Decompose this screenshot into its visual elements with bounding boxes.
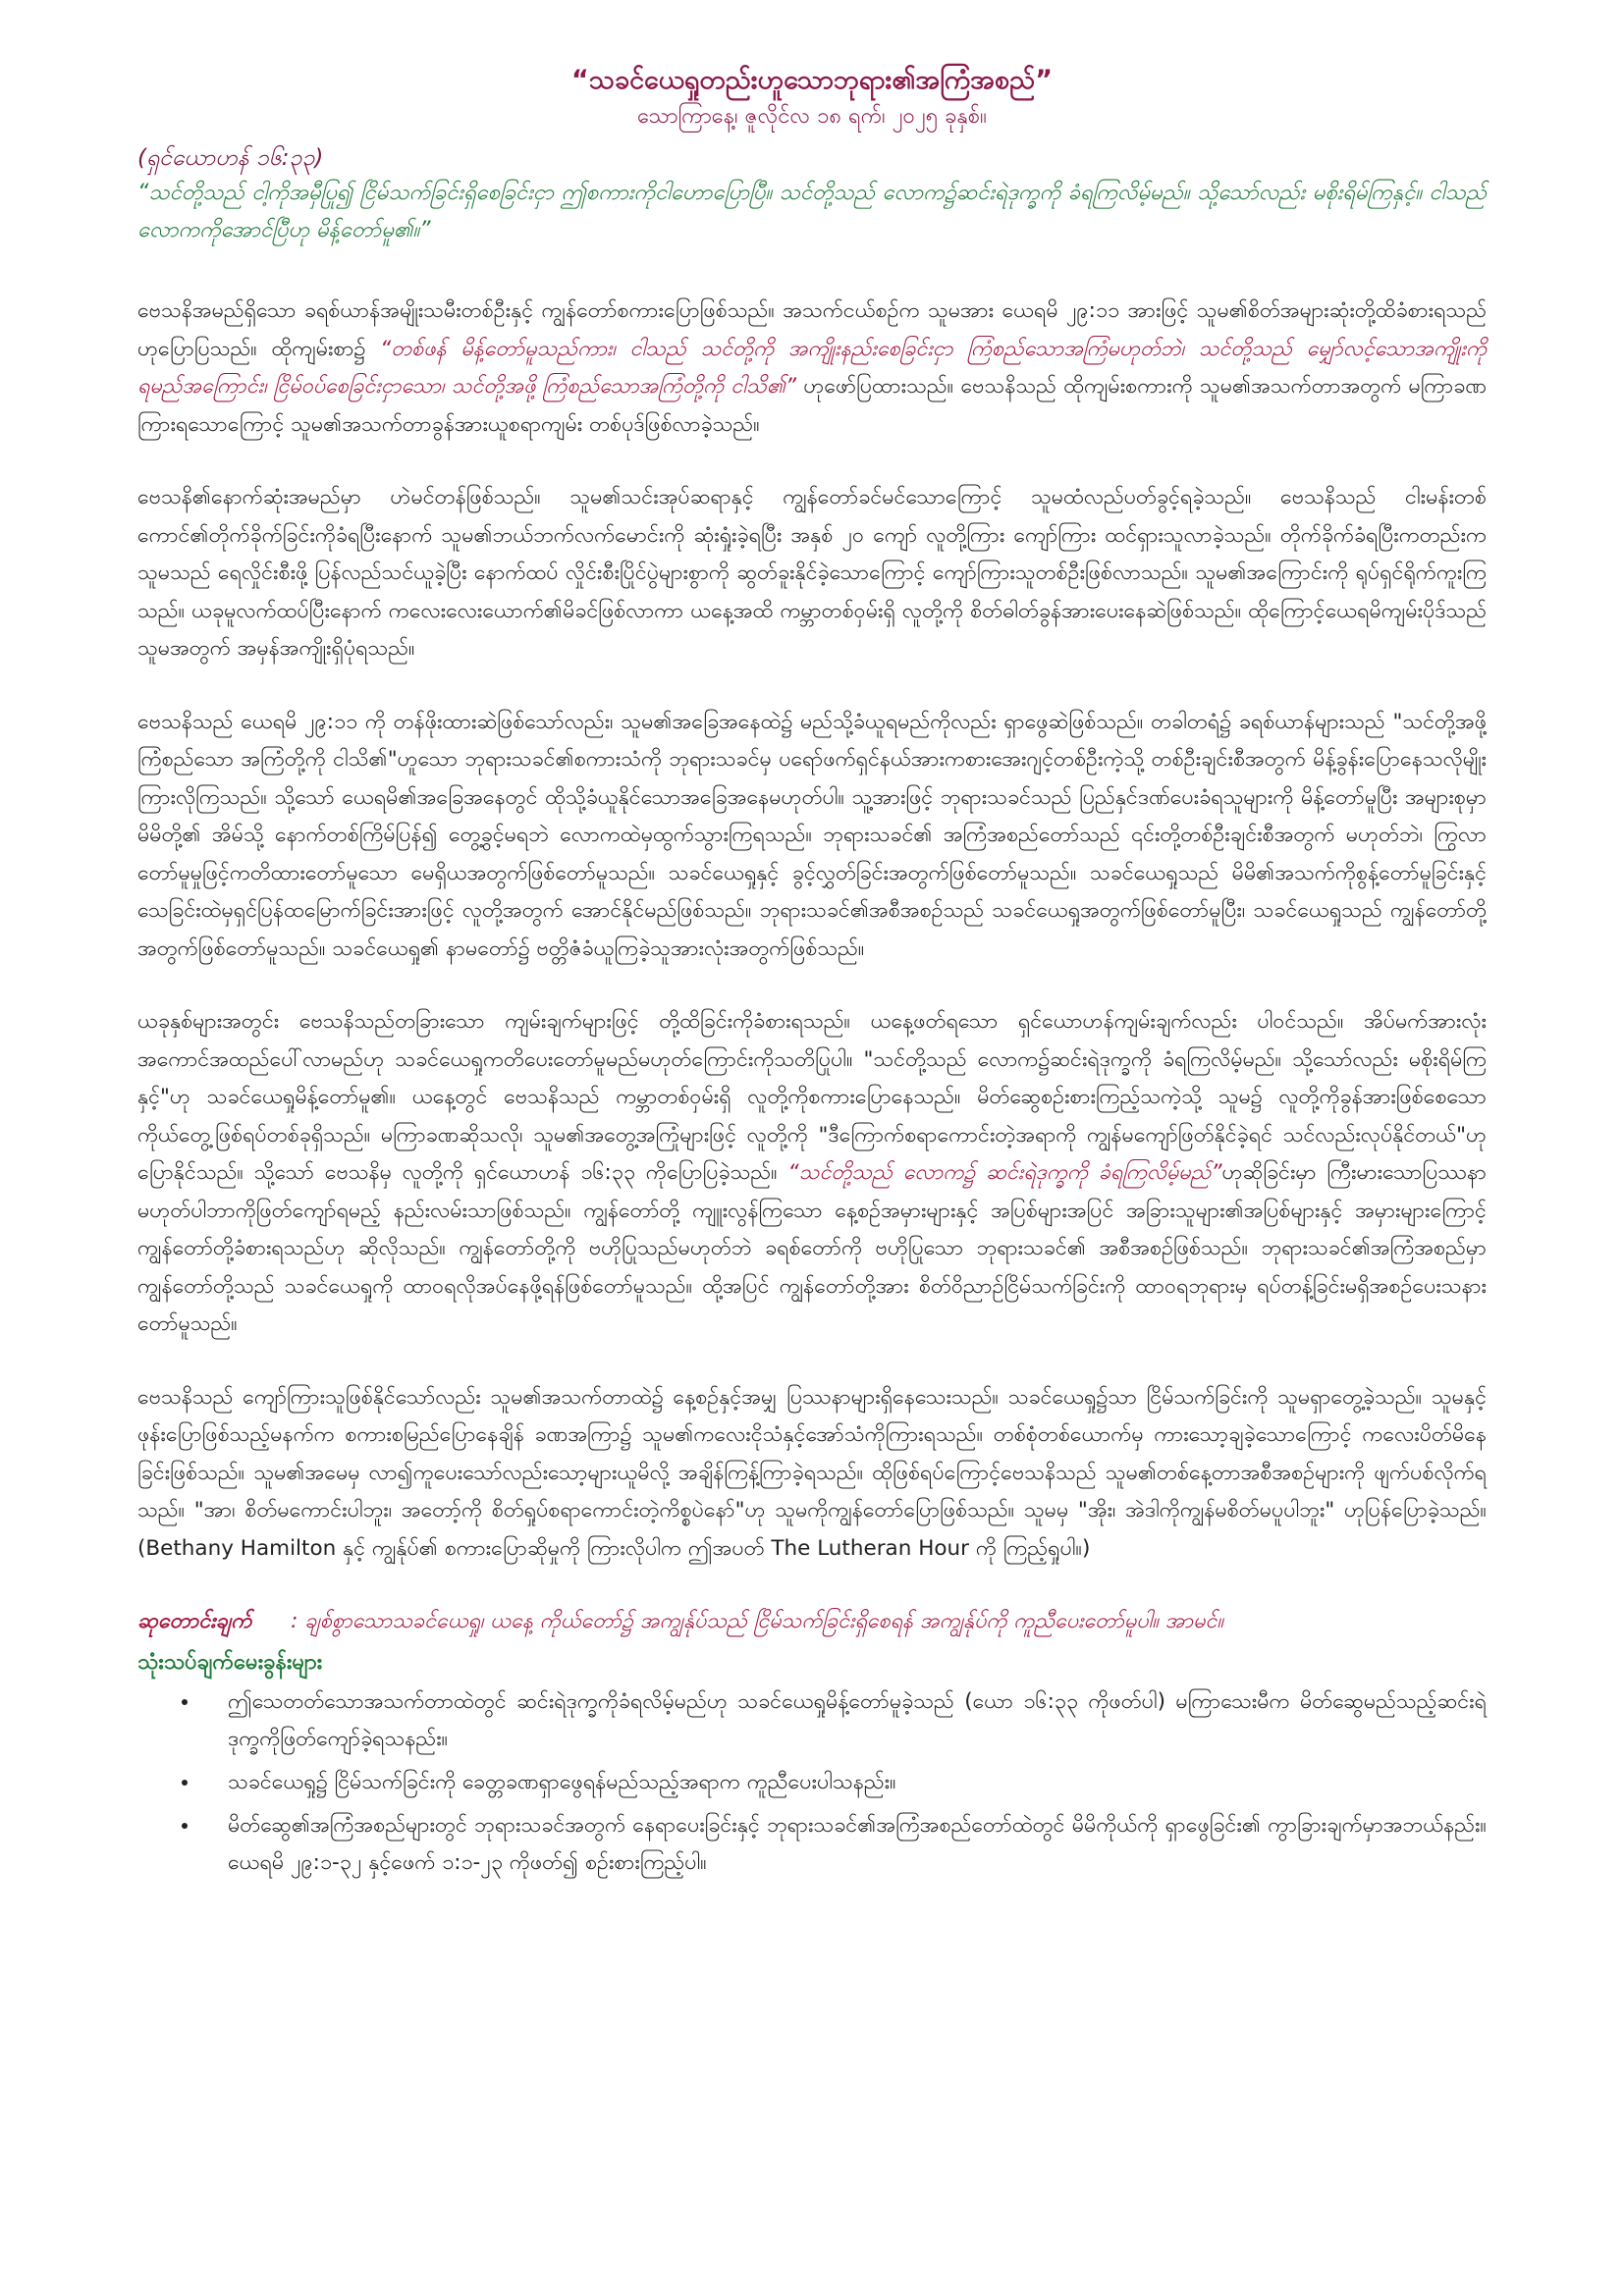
paragraph-1: [137, 293, 1487, 444]
scripture-reference: (ရှင်ယောဟန် ၁၆:၃၃): [137, 145, 324, 171]
paragraph-text: ဗေသနိသည် ယေရမိ ၂၉:၁၁ ကို တန်ဖိုးထားဆဲဖြစ်သော်လည်း၊ သူမ၏အခြေအနေထဲ၌ မည်သို့ခံယူရမည်ကိုလည်း ရှာဖွေဆဲဖြစ်သည်။ တခါတရံ၌ ခရစ်ယာန်များသည် "သင်တို့အဖို့ကြံစည်သော အကြံတို့ကို ငါသိ၏"ဟူသော ဘုရားသခင်၏စကားသံကို ဘုရားသခင်မှ ပရော်ဖက်ရှင်နယ်အားကစားအေးဂျင့်တစ်ဦးကဲ့သို့ တစ်ဦးချင်းစီအတွက် မိန့်ခွန်းပြောနေသလိုမျိုး ကြားလိုကြသည်။ သို့သော် ယေရမိ၏အခြေအနေတွင် ထိုသို့ခံယူနိုင်သောအခြေအနေမဟုတ်ပါ။ သူ့အားဖြင့် ဘုရားသခင်သည် ပြည်နှင်ဒဏ်ပေးခံရသူများကို မိန့်တော်မူပြီး အများစုမှာ မိမိတို့၏ အိမ်သို့ နောက်တစ်ကြိမ်ပြန်၍ တွေ့ခွင့်မရဘဲ လောကထဲမှထွက်သွားကြရသည်။ ဘုရားသခင်၏ အကြံအစည်တော်သည် ၎င်းတို့တစ်ဦးချင်းစီအတွက် မဟုတ်ဘဲ၊ ကြွလာတော်မူမှုဖြင့်ကတိထားတော်မူသော မေရှိယအတွက်ဖြစ်တော်မူသည်။ သခင်ယေရှုနှင့် ခွင့်လွှတ်ခြင်းအတွက်ဖြစ်တော်မူသည်။ သခင်ယေရှုသည် မိမိ၏အသက်ကိုစွန့်တော်မူခြင်းနှင့် သေခြင်းထဲမှရှင်ပြန်ထမြောက်ခြင်းအားဖြင့် လူတို့အတွက် အောင်နိုင်မည်ဖြစ်သည်။ ဘုရားသခင်၏အစီအစဉ်သည် သခင်ယေရှုအတွက်ဖြစ်တော်မူပြီး၊ သခင်ယေရှုသည် ကျွန်တော်တို့အတွက်ဖြစ်တော်မူသည်။ သခင်ယေရှု၏ နာမတော်၌ ဗတ္တိဇံခံယူကြခဲ့သူအားလုံးအတွက်ဖြစ်သည်။: [137, 709, 1487, 961]
paragraph-text: ဗေသနိအမည်ရှိသော ခရစ်ယာန်အမျိုးသမီးတစ်ဦးနှင့် ကျွန်တော်စကားပြောဖြစ်သည်။ အသက်ငယ်စဉ်က သူမအား ယေရမိ ၂၉:၁၁ အားဖြင့် သူမ၏စိတ်အများဆုံးတို့ထိခံစားရသည်ဟုပြောပြသည်။ ထိုကျမ်းစာ၌: [137, 298, 1487, 361]
paragraph-text: ယခုနှစ်များအတွင်း ဗေသနိသည်တခြားသော ကျမ်းချက်များဖြင့် တို့ထိခြင်းကိုခံစားရသည်။ ယနေ့ဖတ်ရသော ရှင်ယောဟန်ကျမ်းချက်လည်း ပါဝင်သည်။ အိပ်မက်အားလုံး အကောင်အထည်ပေါ်လာမည်ဟု သခင်ယေရှုကတိပေးတော်မူမည်မဟုတ်ကြောင်းကိုသတိပြုပါ။ "သင်တို့သည် လောက၌ဆင်းရဲဒုက္ခကို ခံရကြလိမ့်မည်။ သို့သော်လည်း မစိုးရိမ်ကြနှင့်"ဟု သခင်ယေရှုမိန့်တော်မူ၏။ ယနေ့တွင် ဗေသနိသည် ကမ္ဘာတစ်ဝှမ်းရှိ လူတို့ကိုစကားပြောနေသည်။ မိတ်ဆွေစဉ်းစားကြည့်သကဲ့သို့ သူမ၌ လူတို့ကိုခွန်အားဖြစ်စေသော ကိုယ်တွေ့ဖြစ်ရပ်တစ်ခုရှိသည်။ မကြာခဏဆိုသလို၊ သူမ၏အတွေ့အကြုံများဖြင့် လူတို့ကို "ဒီကြောက်စရာကောင်းတဲ့အရာကို ကျွန်မကျော်ဖြတ်နိုင်ခဲ့ရင် သင်လည်းလုပ်နိုင်တယ်"ဟုပြောနိုင်သည်။ သို့သော် ဗေသနိမှ လူတို့ကို ရှင်ယောဟန် ၁၆:၃၃ ကိုပြောပြခဲ့သည်။: [137, 1009, 1487, 1185]
reflection-questions-title: သုံးသပ်ချက်မေးခွန်းများ: [137, 1650, 323, 1675]
reflection-questions-list: [137, 1683, 1487, 1882]
prayer-label: ဆုတောင်းချက်: [137, 1609, 252, 1633]
paragraph-text: ဟုဖော်ပြထားသည်။ ဗေသနိသည် ထိုကျမ်းစကားကို သူမ၏အသက်တာအတွက် မကြာခဏကြားရသောကြောင့် သူမ၏အသက်တာခွန်အားယူစရာကျမ်း တစ်ပုဒ်ဖြစ်လာခဲ့သည်။: [137, 374, 1487, 437]
paragraph-2: [137, 479, 1487, 668]
highlighted-quote: “တစ်ဖန် မိန့်တော်မူသည်ကား၊ ငါသည် သင်တို့ကို အကျိုးနည်းစေခြင်းငှာ ကြံစည်သောအကြံမဟုတ်ဘဲ၊ သင်တို့သည် မျှော်လင့်သောအကျိုးကိုရမည်အကြောင်း၊ ငြိမ်ဝပ်စေခြင်းငှာသော၊ သင်တို့အဖို့ ကြံစည်သောအကြံတို့ကို ငါသိ၏”: [137, 336, 1487, 399]
reflection-question: • သခင်ယေရှု၌ ငြိမ်သက်ခြင်းကို ခေတ္တခဏရှာဖွေရန်မည်သည့်အရာက ကူညီပေးပါသနည်း။: [200, 1764, 1487, 1801]
reflection-question: • ဤသေတတ်သောအသက်တာထဲတွင် ဆင်းရဲဒုက္ခကိုခံရလိမ့်မည်ဟု သခင်ယေရှုမိန့်တော်မူခဲ့သည် (ယော ၁၆:၃၃ ကိုဖတ်ပါ) မကြာသေးမီက မိတ်ဆွေမည်သည့်ဆင်းရဲဒုက္ခကိုဖြတ်ကျော်ခဲ့ရသနည်း။: [200, 1683, 1487, 1758]
reflection-question: • မိတ်ဆွေ၏အကြံအစည်များတွင် ဘုရားသခင်အတွက် နေရာပေးခြင်းနှင့် ဘုရားသခင်၏အကြံအစည်တော်ထဲတွင် မိမိကိုယ်ကို ရှာဖွေခြင်း၏ ကွာခြားချက်မှာအဘယ်နည်း။ ယေရမိ ၂၉:၁-၃၂ နှင့်ဖေက် ၁:၁-၂၃ ကိုဖတ်၍ စဉ်းစားကြည့်ပါ။: [200, 1807, 1487, 1882]
paragraph-4: [137, 1003, 1487, 1344]
prayer-text: : ချစ်စွာသောသခင်ယေရှု၊ ယနေ့ ကိုယ်တော်၌ အကျွန်ုပ်သည် ငြိမ်သက်ခြင်းရှိစေရန် အကျွန်ုပ်ကို ကူညီပေးတော်မူပါ။ အာမင်။: [291, 1609, 1223, 1633]
scripture-verse: “သင်တို့သည် ငါ့ကိုအမှီပြု၍ ငြိမ်သက်ခြင်းရှိစေခြင်းငှာ ဤစကားကိုငါဟောပြောပြီ။ သင်တို့သည် လောက၌ဆင်းရဲဒုက္ခကို ခံရကြလိမ့်မည်။ သို့သော်လည်း မစိုးရိမ်ကြနှင့်။ ငါသည် လောကကိုအောင်ပြီဟု မိန့်တော်မူ၏။”: [137, 181, 1487, 242]
paragraph-text: ဗေသနိ၏နောက်ဆုံးအမည်မှာ ဟဲမင်တန်ဖြစ်သည်။ သူမ၏သင်းအုပ်ဆရာနှင့် ကျွန်တော်ခင်မင်သောကြောင့် သူမထံလည်ပတ်ခွင့်ရခဲ့သည်။ ဗေသနိသည် ငါးမန်းတစ်ကောင်၏တိုက်ခိုက်ခြင်းကိုခံရပြီးနောက် သူမ၏ဘယ်ဘက်လက်မောင်းကို ဆုံးရှုံးခဲ့ရပြီး အနှစ် ၂၀ ကျော် လူတို့ကြား ကျော်ကြား ထင်ရှားသူလာခဲ့သည်။ တိုက်ခိုက်ခံရပြီးကတည်းက သူမသည် ရေလှိုင်းစီးဖို့ ပြန်လည်သင်ယူခဲ့ပြီး နောက်ထပ် လှိုင်းစီးပြိုင်ပွဲများစွာကို ဆွတ်ခူးနိုင်ခဲ့သောကြောင့် ကျော်ကြားသူတစ်ဦးဖြစ်လာသည်။ သူမ၏အကြောင်းကို ရုပ်ရှင်ရိုက်ကူးကြသည်။ ယခုမူလက်ထပ်ပြီးနောက် ကလေးလေးယောက်၏မိခင်ဖြစ်လာကာ ယနေ့အထိ ကမ္ဘာတစ်ဝှမ်းရှိ လူတို့ကို စိတ်ဓါတ်ခွန်အားပေးနေဆဲဖြစ်သည်။ ထိုကြောင့်ယေရမိကျမ်းပိုဒ်သည် သူမအတွက် အမှန်အကျိုးရှိပုံရသည်။: [137, 485, 1487, 661]
highlighted-quote: “သင်တို့သည် လောက၌ ဆင်းရဲဒုက္ခကို ခံရကြလိမ့်မည်”: [787, 1160, 1222, 1185]
paragraph-text: ဗေသနိသည် ကျော်ကြားသူဖြစ်နိုင်သော်လည်း သူမ၏အသက်တာထဲ၌ နေ့စဉ်နှင့်အမျှ ပြဿနာများရှိနေသေးသည်။ သခင်ယေရှု၌သာ ငြိမ်သက်ခြင်းကို သူမရှာတွေ့ခဲ့သည်။ သူမနှင့်ဖုန်းပြောဖြစ်သည့်မနက်က စကားစမြည်ပြောနေချိန် ခဏအကြာ၌ သူမ၏ကလေးငိုသံနှင့်အော်သံကိုကြားရသည်။ တစ်စုံတစ်ယောက်မှ ကားသော့ချခဲ့သောကြောင့် ကလေးပိတ်မိနေခြင်းဖြစ်သည်။ သူမ၏အမေမှ လာ၍ကူပေးသော်လည်းသော့များယူမိလို့ အချိန်ကြန့်ကြာခဲ့ရသည်။ ထိုဖြစ်ရပ်ကြောင့်ဗေသနိသည် သူမ၏တစ်နေ့တာအစီအစဉ်များကို ဖျက်ပစ်လိုက်ရသည်။ "အာ၊ စိတ်မကောင်းပါဘူး၊ အတော့်ကို စိတ်ရှုပ်စရာကောင်းတဲ့ကိစ္စပဲနော်"ဟု သူမကိုကျွန်တော်ပြောဖြစ်သည်။ သူမမှ "အိုး၊ အဲဒါကိုကျွန်မစိတ်မပူပါဘူး" ဟုပြန်ပြောခဲ့သည်။ (Bethany Hamilton နှင့် ကျွန်ုပ်၏ စကားပြောဆိုမှုကို ကြားလိုပါက ဤအပတ် The Lutheran Hour ကို ကြည့်ရှုပါ။): [137, 1384, 1487, 1561]
prayer: [137, 1603, 1487, 1640]
paragraph-text: ဟုဆိုခြင်းမှာ ကြီးမားသောပြဿနာမဟုတ်ပါဘာကိုဖြတ်ကျော်ရမည့် နည်းလမ်းသာဖြစ်သည်။ ကျွန်တော်တို့ ကျူးလွန်ကြသော နေ့စဉ်အမှားများနှင့် အပြစ်များအပြင် အခြားသူများ၏အပြစ်များနှင့် အမှားများကြောင့် ကျွန်တော်တို့ခံစားရသည်ဟု ဆိုလိုသည်။ ကျွန်တော်တို့ကို ဗဟိုပြုသည်မဟုတ်ဘဲ ခရစ်တော်ကို ဗဟိုပြုသော ဘုရားသခင်၏ အစီအစဉ်ဖြစ်သည်။ ဘုရားသခင်၏အကြံအစည်မှာ ကျွန်တော်တို့သည် သခင်ယေရှုကို ထာဝရလိုအပ်နေဖို့ရန်ဖြစ်တော်မူသည်။ ထို့အပြင် ကျွန်တော်တို့အား စိတ်ဝိညာဉ်ငြိမ်သက်ခြင်းကို ထာဝရဘုရားမှ ရပ်တန့်ခြင်းမရှိအစဉ်ပေးသနားတော်မူသည်။: [137, 1160, 1487, 1336]
devotional-title: “သခင်ယေရှုတည်းဟူသောဘုရား၏အကြံအစည်”: [571, 65, 1053, 95]
paragraph-5: [137, 1379, 1487, 1569]
devotional-date: သောကြာနေ့၊ ဇူလိုင်လ ၁၈ ရက်၊ ၂၀၂၅ ခုနှစ်။: [637, 104, 987, 129]
paragraph-3: [137, 704, 1487, 969]
